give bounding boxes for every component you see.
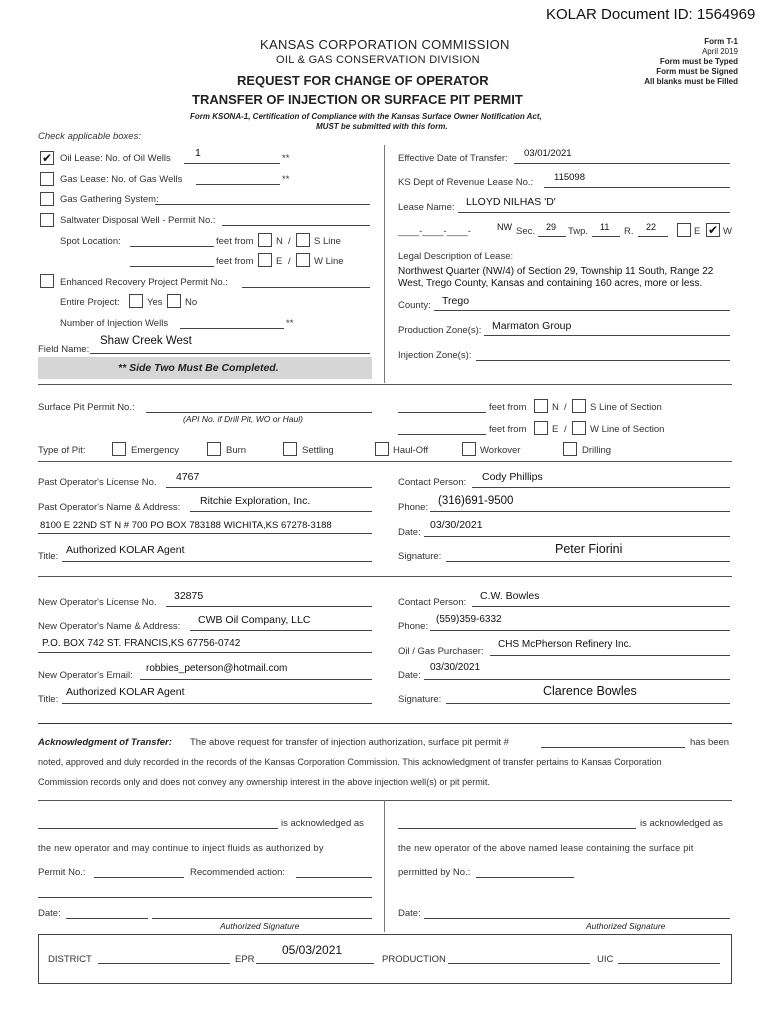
form-title-2: TRANSFER OF INJECTION OR SURFACE PIT PERMIT	[192, 92, 523, 107]
new-license-label: New Operator's License No.	[38, 597, 157, 608]
spot-feet-from-ew: feet from	[216, 256, 254, 267]
ks-dept-lease-label: KS Dept of Revenue Lease No.:	[398, 177, 534, 188]
legal-description-label: Legal Description of Lease:	[398, 251, 514, 262]
oil-wells-stars: **	[282, 153, 290, 164]
entire-project-yes-checkbox[interactable]	[129, 294, 143, 308]
gas-gathering-label: Gas Gathering System:	[60, 194, 159, 205]
past-phone-value[interactable]: (316)691-9500	[438, 495, 514, 507]
field-name-label: Field Name:	[38, 344, 90, 355]
new-phone-value[interactable]: (559)359-6332	[436, 614, 502, 625]
pit-type-hauloff-label: Haul-Off	[393, 445, 429, 456]
form-blanks-note: All blanks must be Filled	[644, 77, 738, 86]
surface-pit-permit-label: Surface Pit Permit No.:	[38, 402, 135, 413]
pit-type-settling-checkbox[interactable]	[283, 442, 297, 456]
new-email-label: New Operator's Email:	[38, 670, 133, 681]
pit-ns-slash: /	[564, 402, 567, 413]
pit-e-checkbox[interactable]	[534, 421, 548, 435]
left-authorized-signature: Authorized Signature	[220, 921, 300, 931]
new-title-label: Title:	[38, 694, 59, 705]
spot-ns-slash: /	[288, 236, 291, 247]
swd-label: Saltwater Disposal Well - Permit No.:	[60, 215, 216, 226]
type-of-pit-label: Type of Pit:	[38, 445, 86, 456]
legal-description-line-1[interactable]: Northwest Quarter (NW/4) of Section 29, Township 11 South, Range 22	[398, 266, 714, 277]
effective-date-value[interactable]: 03/01/2021	[524, 148, 572, 159]
new-name-value[interactable]: CWB Oil Company, LLC	[198, 614, 311, 626]
ack-heading: Acknowledgment of Transfer:	[38, 737, 172, 748]
injection-wells-label: Number of Injection Wells	[60, 318, 169, 329]
past-license-label: Past Operator's License No.	[38, 477, 157, 488]
past-address-value[interactable]: 8100 E 22ND ST N # 700 PO BOX 783188 WICHITA,KS 67278-3188	[40, 520, 332, 531]
pit-s-label: S Line of Section	[590, 402, 662, 413]
right-is-acknowledged: is acknowledged as	[640, 818, 723, 829]
new-contact-label: Contact Person:	[398, 597, 467, 608]
range-w-checkbox[interactable]: ✔	[707, 223, 719, 237]
left-is-acknowledged: is acknowledged as	[281, 818, 364, 829]
epr-label: EPR	[235, 954, 255, 965]
injection-zone-label: Injection Zone(s):	[398, 350, 472, 361]
no-label: No	[185, 297, 198, 308]
legal-description-line-2[interactable]: West, Trego County, Kansas and containing 160 acres, more or less.	[398, 278, 703, 289]
oil-wells-count[interactable]: 1	[195, 147, 201, 159]
spot-e-label: E	[276, 256, 283, 267]
range-label: R.	[624, 226, 634, 237]
new-phone-label: Phone:	[398, 621, 429, 632]
past-signature-label: Signature:	[398, 551, 442, 562]
ack-text-2: noted, approved and duly recorded in the records of the Kansas Corporation Commission. This acknowledgment of transfer pertains to Kansas Corporation	[38, 757, 662, 767]
pit-feet-from-ns: feet from	[489, 402, 527, 413]
production-label: PRODUCTION	[382, 954, 446, 965]
spot-w-checkbox[interactable]	[296, 253, 310, 267]
right-new-operator-text: the new operator of the above named lease containing the surface pit	[398, 843, 694, 853]
gas-lease-checkbox[interactable]	[40, 172, 54, 186]
pit-ew-slash: /	[564, 424, 567, 435]
past-contact-label: Contact Person:	[398, 477, 467, 488]
pit-e-label: E	[552, 424, 559, 435]
api-note: (API No. if Drill Pit, WO or Haul)	[183, 414, 303, 424]
pit-type-drilling-checkbox[interactable]	[563, 442, 577, 456]
lease-name-label: Lease Name:	[398, 202, 455, 213]
ack-has-been: has been	[690, 737, 730, 748]
form-id: Form T-1	[704, 37, 738, 46]
new-signature-label: Signature:	[398, 694, 442, 705]
eor-checkbox[interactable]	[40, 274, 54, 288]
eor-label: Enhanced Recovery Project Permit No.:	[60, 277, 228, 288]
past-signature-value[interactable]: Peter Fiorini	[555, 542, 623, 556]
pit-s-checkbox[interactable]	[572, 399, 586, 413]
yes-label: Yes	[147, 297, 163, 308]
left-new-operator-text: the new operator and may continue to inject fluids as authorized by	[38, 843, 324, 853]
spot-s-label: S Line	[314, 236, 341, 247]
ks-dept-lease-value[interactable]: 115098	[554, 172, 585, 183]
new-signature-value[interactable]: Clarence Bowles	[543, 684, 637, 698]
sec-label: Sec.	[516, 226, 536, 237]
ack-text-1: The above request for transfer of injection authorization, surface pit permit #	[190, 737, 509, 748]
purchaser-label: Oil / Gas Purchaser:	[398, 646, 484, 657]
lease-name-value[interactable]: LLOYD NILHAS 'D'	[466, 196, 556, 208]
new-title-value[interactable]: Authorized KOLAR Agent	[66, 686, 185, 698]
past-name-value[interactable]: Ritchie Exploration, Inc.	[200, 495, 311, 507]
check-boxes-label: Check applicable boxes:	[38, 131, 141, 142]
new-date-label: Date:	[398, 670, 421, 681]
twp-label: Twp.	[568, 226, 589, 237]
division-name: OIL & GAS CONSERVATION DIVISION	[276, 54, 480, 66]
pit-n-label: N	[552, 402, 559, 413]
epr-date-value[interactable]: 05/03/2021	[282, 943, 343, 957]
pit-feet-from-ew: feet from	[489, 424, 527, 435]
form-title-1: REQUEST FOR CHANGE OF OPERATOR	[237, 73, 489, 88]
pit-w-checkbox[interactable]	[572, 421, 586, 435]
pit-type-workover-checkbox[interactable]	[462, 442, 476, 456]
gas-wells-stars: **	[282, 174, 290, 185]
pit-type-drilling-label: Drilling	[582, 445, 612, 456]
twp-value[interactable]: 11	[600, 222, 610, 232]
ksona-note-2: MUST be submitted with this form.	[316, 122, 448, 131]
oil-lease-checkbox[interactable]: ✔	[41, 151, 53, 165]
pit-type-settling-label: Settling	[302, 445, 334, 456]
sec-value[interactable]: 29	[546, 222, 557, 232]
pit-type-workover-label: Workover	[480, 445, 521, 456]
past-title-value[interactable]: Authorized KOLAR Agent	[66, 544, 185, 556]
new-contact-value[interactable]: C.W. Bowles	[480, 590, 540, 602]
right-authorized-signature: Authorized Signature	[586, 921, 666, 931]
quarter-value[interactable]: NW	[497, 222, 512, 232]
effective-date-label: Effective Date of Transfer:	[398, 153, 508, 164]
spot-e-checkbox[interactable]	[258, 253, 272, 267]
county-value[interactable]: Trego	[442, 295, 470, 307]
ack-text-3: Commission records only and does not convey any ownership interest in the above injection well(s) or pit permit.	[38, 777, 490, 787]
spot-feet-from-ns: feet from	[216, 236, 254, 247]
range-e-checkbox[interactable]	[677, 223, 691, 237]
past-contact-value[interactable]: Cody Phillips	[482, 471, 543, 483]
purchaser-value[interactable]: CHS McPherson Refinery Inc.	[498, 639, 632, 650]
pit-w-label: W Line of Section	[590, 424, 665, 435]
right-date-label: Date:	[398, 908, 421, 919]
range-value[interactable]: 22	[646, 222, 657, 232]
recommended-action-label: Recommended action:	[190, 867, 286, 878]
spot-w-label: W Line	[314, 256, 344, 267]
spot-s-checkbox[interactable]	[296, 233, 310, 247]
past-name-label: Past Operator's Name & Address:	[38, 502, 181, 513]
past-license-value[interactable]: 4767	[176, 471, 200, 483]
left-date-label: Date:	[38, 908, 61, 919]
injection-wells-stars: **	[286, 318, 294, 329]
entire-project-label: Entire Project:	[60, 297, 120, 308]
form-date: April 2019	[701, 47, 738, 56]
spot-location-label: Spot Location:	[60, 236, 121, 247]
spot-dashes: ____-____-____-	[398, 226, 471, 237]
oil-lease-label: Oil Lease: No. of Oil Wells	[60, 153, 171, 164]
new-date-value[interactable]: 03/30/2021	[430, 662, 481, 673]
range-e-label: E	[694, 226, 701, 237]
entire-project-no-checkbox[interactable]	[167, 294, 181, 308]
form-signed-note: Form must be Signed	[656, 67, 738, 76]
agency-name: KANSAS CORPORATION COMMISSION	[260, 37, 510, 52]
production-zone-value[interactable]: Marmaton Group	[492, 320, 572, 332]
uic-label: UIC	[597, 954, 614, 965]
district-label: DISTRICT	[48, 954, 92, 965]
gas-lease-label: Gas Lease: No. of Gas Wells	[60, 174, 183, 185]
swd-checkbox[interactable]	[40, 213, 54, 227]
pit-type-burn-label: Burn	[226, 445, 247, 456]
pit-type-emergency-label: Emergency	[131, 445, 180, 456]
new-address-value[interactable]: P.O. BOX 742 ST. FRANCIS,KS 67756-0742	[42, 638, 241, 649]
permitted-by-label: permitted by No.:	[398, 867, 471, 878]
new-name-label: New Operator's Name & Address:	[38, 621, 181, 632]
new-license-value[interactable]: 32875	[174, 590, 204, 602]
past-phone-label: Phone:	[398, 502, 429, 513]
left-permit-no-label: Permit No.:	[38, 867, 86, 878]
column-divider	[384, 145, 385, 383]
document-id: KOLAR Document ID: 1564969	[546, 6, 756, 23]
spot-n-label: N	[276, 236, 283, 247]
past-date-label: Date:	[398, 527, 421, 538]
past-title-label: Title:	[38, 551, 59, 562]
pit-type-burn-checkbox[interactable]	[207, 442, 221, 456]
field-name-value[interactable]: Shaw Creek West	[100, 335, 192, 347]
production-zone-label: Production Zone(s):	[398, 325, 482, 336]
gas-gathering-checkbox[interactable]	[40, 192, 54, 206]
range-w-label: W	[723, 226, 732, 237]
pit-n-checkbox[interactable]	[534, 399, 548, 413]
form-typed-note: Form must be Typed	[659, 57, 738, 66]
pit-type-emergency-checkbox[interactable]	[112, 442, 126, 456]
spot-ew-slash: /	[288, 256, 291, 267]
new-email-value[interactable]: robbies_peterson@hotmail.com	[146, 663, 288, 674]
pit-type-hauloff-checkbox[interactable]	[375, 442, 389, 456]
spot-n-checkbox[interactable]	[258, 233, 272, 247]
side-two-note: ** Side Two Must Be Completed.	[118, 362, 279, 374]
past-date-value[interactable]: 03/30/2021	[430, 519, 483, 531]
ksona-note-1: Form KSONA-1, Certification of Compliance with the Kansas Surface Owner Notification Act,	[190, 112, 542, 121]
county-label: County:	[398, 300, 431, 311]
